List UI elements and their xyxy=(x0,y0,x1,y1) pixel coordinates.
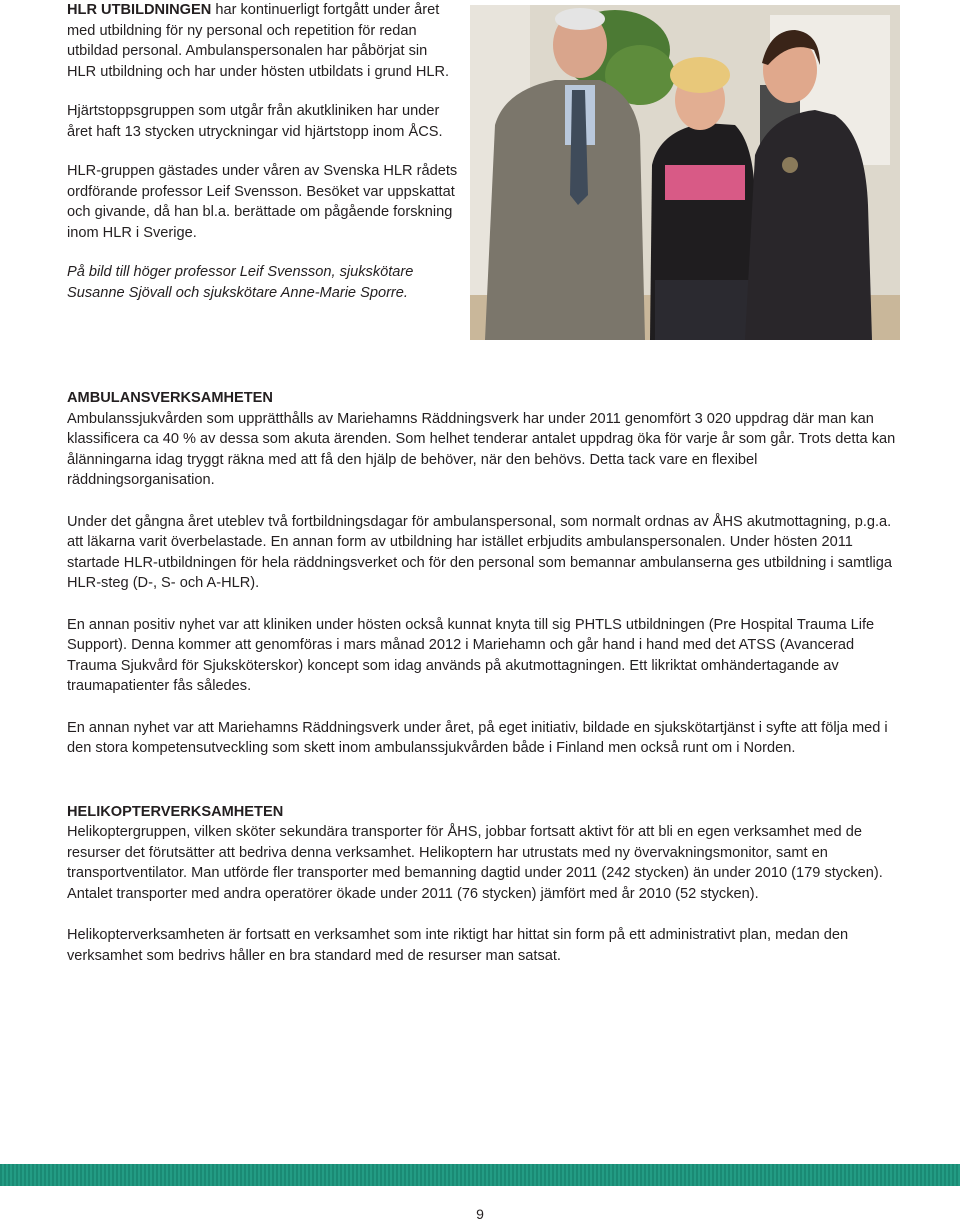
group-photo xyxy=(470,5,900,340)
group-photo-illustration xyxy=(470,5,900,340)
ambulans-heading: AMBULANSVERKSAMHETEN xyxy=(67,390,273,406)
page-number: 9 xyxy=(476,1206,484,1222)
hjartstopp-paragraph: Hjärtstoppsgruppen som utgår från akutkliniken har under året haft 13 stycken utryckningar vid hjärtstopp inom ÅCS. xyxy=(67,103,443,140)
photo-caption: På bild till höger professor Leif Svensson, sjukskötare Susanne Sjövall och sjukskötare Anne-Marie Sporre. xyxy=(67,264,414,301)
hlr-intro-paragraph xyxy=(67,0,459,82)
ambulans-paragraph-3: En annan positiv nyhet var att kliniken under hösten också kunnat knyta till sig PHTLS utbildningen (Pre Hospital Trauma Life Support). Denna kommer att genomföras i mars månad 2012 i Mariehamn och går hand i hand med det ATSS (Avancerad Trauma Sjukvård för Sjuksköterskor) koncept som idag används på akutmottagningen. Ett likriktat omhändertagande av traumapatienter fås således. xyxy=(67,616,875,694)
hlr-visit-paragraph: HLR-gruppen gästades under våren av Svenska HLR rådets ordförande professor Leif Svensson. Besöket var uppskattat och givande, då han bl.a. berättade om pågående forskning inom HLR i Sverige. xyxy=(67,163,458,241)
hlr-heading: HLR UTBILDNINGEN xyxy=(67,2,212,18)
ambulans-paragraph-2: Under det gångna året uteblev två fortbildningsdagar för ambulanspersonal, som normalt ordnas av ÅHS akutmottagning, p.g.a. att läkarna varit överbelastade. En annan form av utbildning har istället erbjudits ambulanspersonalen. Under hösten 2011 startade HLR-utbildningen för hela räddningsverket och för den personal som bemannar ambulanserna ges utbildning i samtliga HLR-steg (D-, S- och A-HLR). xyxy=(67,513,893,591)
ambulans-paragraph-4: En annan nyhet var att Mariehamns Räddningsverk under året, på eget initiativ, bildade en sjukskötartjänst i syfte att följa med i den stora kompetensutveckling som skett inom ambulanssjukvården både i Finland men också runt om i Norden. xyxy=(67,719,888,756)
hlr-intro-text: har kontinuerligt fortgått under året med utbildning för ny personal och repetition för redan utbildad personal. Ambulanspersonalen har påbörjat sin HLR utbildning och har under hösten utbildats i grund HLR. xyxy=(67,2,450,80)
section-gap xyxy=(67,780,902,802)
helikopter-paragraph-2: Helikopterverksamheten är fortsatt en verksamhet som inte riktigt har hittat sin form på ett administrativt plan, medan den verksamhet som bedrivs håller en bra standard med de resurser man satsat. xyxy=(67,927,849,964)
footer-bar xyxy=(0,1164,960,1186)
hlr-column xyxy=(67,0,459,322)
helikopter-heading: HELIKOPTERVERKSAMHETEN xyxy=(67,803,284,820)
ambulans-paragraph-1: Ambulanssjukvården som upprätthålls av Mariehamns Räddningsverk har under 2011 genomfört 3 020 uppdrag där man kan klassificera ca 40 % av dessa som akuta ärenden. Som helhet tenderar antalet uppdrag öka för varje år som går. Trots detta kan ålänningarna idag tryggt räkna med att få den hjälp de behöver, när den behövs. Detta tack vare en flexibel räddningsorganisation. xyxy=(67,410,896,488)
helikopter-paragraph-1: Helikoptergruppen, vilken sköter sekundära transporter för ÅHS, jobbar fortsatt aktivt för att bli en egen verksamhet med de resurser det förutsätter att bedriva denna verksamhet. Helikoptern har utrustats med ny övervakningsmonitor, samt en transportventilator. Man utförde fler transporter med bemanning dagtid under 2011 (242 stycken) än under 2010 (179 stycken). Antalet transporter med andra operatörer ökade under 2011 (76 stycken) jämfört med år 2010 (52 stycken). xyxy=(67,824,883,902)
main-column xyxy=(67,388,902,987)
